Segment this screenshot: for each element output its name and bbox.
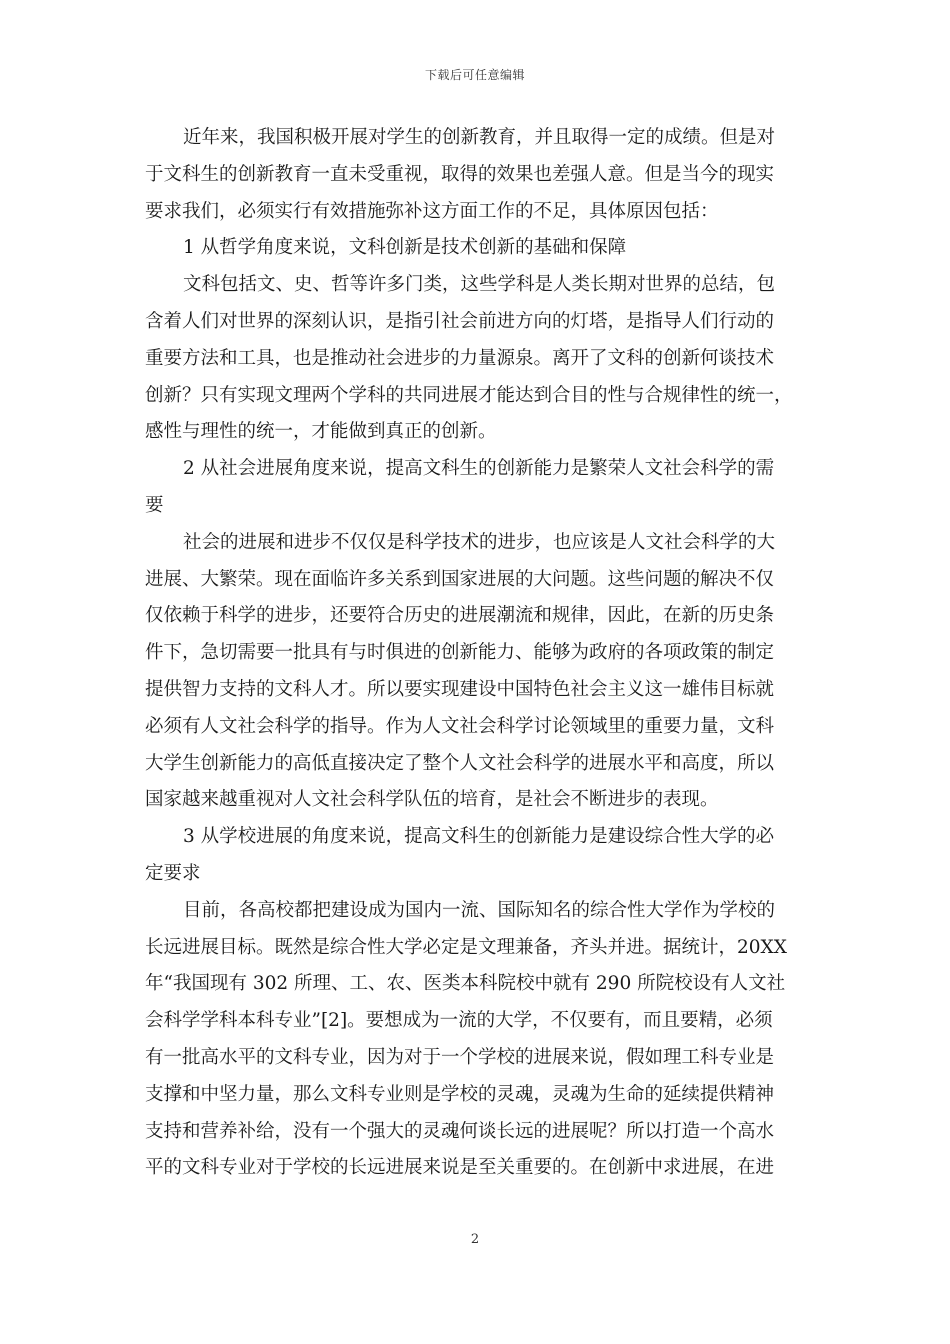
page-header: 下载后可任意编辑 [424, 68, 525, 82]
text-line: 支持和营养补给，没有一个强大的灵魂何谈长远的进展呢？所以打造一个高水 [145, 1120, 775, 1142]
text-line: 大学生创新能力的高低直接决定了整个人文社会科学的进展水平和高度，所以 [145, 752, 775, 774]
text-line: 社会的进展和进步不仅仅是科学技术的进步，也应该是人文社会科学的大 [183, 531, 776, 553]
text-line: 必须有人文社会科学的指导。作为人文社会科学讨论领域里的重要力量，文科 [145, 715, 775, 737]
text-line: 长远进展目标。既然是综合性大学必定是文理兼备，齐头并进。据统计，20XX [145, 936, 787, 958]
text-line: 国家越来越重视对人文社会科学队伍的培育，是社会不断进步的表现。 [145, 789, 719, 811]
text-line: 文科包括文、史、哲等许多门类，这些学科是人类长期对世界的总结，包 [183, 274, 776, 296]
text-line: 感性与理性的统一，才能做到真正的创新。 [145, 421, 497, 443]
text-line: 平的文科专业对于学校的长远进展来说是至关重要的。在创新中求进展，在进 [145, 1157, 775, 1179]
text-line: 目前，各高校都把建设成为国内一流、国际知名的综合性大学作为学校的 [183, 899, 776, 921]
text-line: 2 从社会进展角度来说，提高文科生的创新能力是繁荣人文社会科学的需 [183, 458, 775, 480]
document-body [145, 120, 813, 1187]
text-line: 要 [145, 494, 164, 516]
text-line: 进展、大繁荣。现在面临许多关系到国家进展的大问题。这些问题的解决不仅 [145, 568, 775, 590]
text-line: 定要求 [145, 862, 201, 884]
text-line: 提供智力支持的文科人才。所以要实现建设中国特色社会主义这一雄伟目标就 [145, 678, 775, 700]
text-line: 有一批高水平的文科专业，因为对于一个学校的进展来说，假如理工科专业是 [145, 1046, 775, 1068]
text-line: 会科学学科本科专业”[2]。要想成为一流的大学，不仅要有，而且要精，必须 [145, 1010, 773, 1032]
text-line: 近年来，我国积极开展对学生的创新教育，并且取得一定的成绩。但是对 [183, 127, 776, 148]
text-line: 仅依赖于科学的进步，还要符合历史的进展潮流和规律，因此，在新的历史条 [145, 605, 775, 627]
text-line: 创新？只有实现文理两个学科的共同进展才能达到合目的性与合规律性的统一， [145, 384, 793, 406]
text-line: 1 从哲学角度来说，文科创新是技术创新的基础和保障 [183, 237, 627, 259]
text-line: 重要方法和工具，也是推动社会进步的力量源泉。离开了文科的创新何谈技术 [145, 347, 775, 369]
text-line: 支撑和中坚力量，那么文科专业则是学校的灵魂，灵魂为生命的延续提供精神 [145, 1083, 775, 1105]
text-line: 要求我们，必须实行有效措施弥补这方面工作的不足，具体原因包括： [145, 200, 719, 222]
text-line: 含着人们对世界的深刻认识，是指引社会前进方向的灯塔，是指导人们行动的 [145, 310, 775, 332]
text-line: 年“我国现有 302 所理、工、农、医类本科院校中就有 290 所院校设有人文社 [145, 973, 786, 995]
text-line: 3 从学校进展的角度来说，提高文科生的创新能力是建设综合性大学的必 [183, 826, 775, 848]
page-number: 2 [470, 1232, 480, 1247]
text-line: 件下，急切需要一批具有与时俱进的创新能力、能够为政府的各项政策的制定 [145, 642, 775, 664]
text-line: 于文科生的创新教育一直未受重视，取得的效果也差强人意。但是当今的现实 [145, 163, 775, 185]
